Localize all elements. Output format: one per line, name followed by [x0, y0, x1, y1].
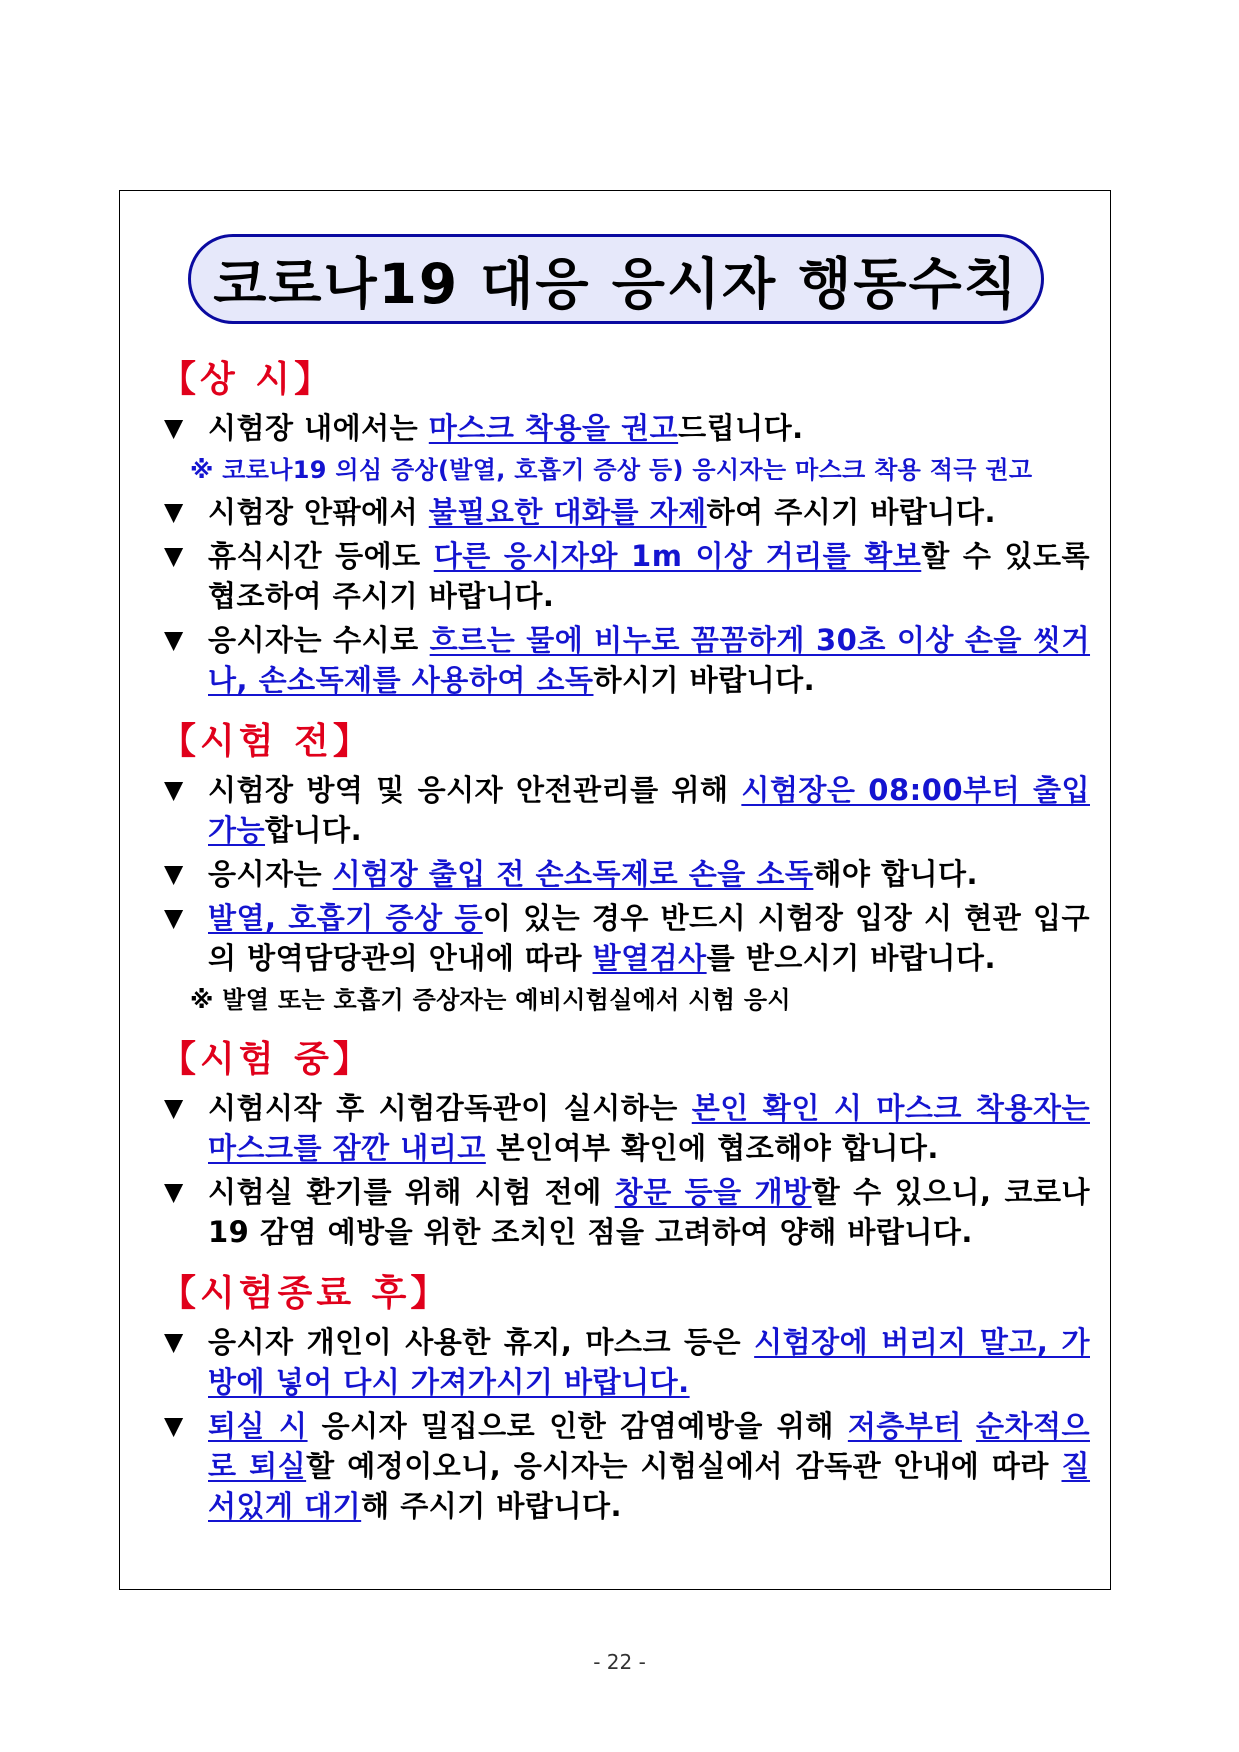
- triangle-bullet-icon: ▼: [164, 859, 184, 888]
- list-item: ▼ 응시자는 수시로 흐르는 물에 비누로 꼼꼼하게 30초 이상 손을 씻거나, 손소독제를 사용하여 소독하시기 바랍니다.: [160, 620, 1090, 700]
- content-body: [160, 356, 1090, 1530]
- page-number: - 22 -: [593, 1650, 646, 1674]
- triangle-bullet-icon: ▼: [164, 903, 184, 932]
- triangle-bullet-icon: ▼: [164, 497, 184, 526]
- triangle-bullet-icon: ▼: [164, 1177, 184, 1206]
- note-fever-reserve-room: ※ 발열 또는 호흡기 증상자는 예비시험실에서 시험 응시: [190, 986, 791, 1014]
- triangle-bullet-icon: ▼: [164, 625, 184, 654]
- list-item: ▼ 발열, 호흡기 증상 등이 있는 경우 반드시 시험장 입장 시 현관 입구의 방역담당관의 안내에 따라 발열검사를 받으시기 바랍니다.: [160, 898, 1090, 978]
- list-item: ▼ 휴식시간 등에도 다른 응시자와 1m 이상 거리를 확보할 수 있도록 협조하여 주시기 바랍니다.: [160, 536, 1090, 616]
- note-mask-recommendation: ※ 코로나19 의심 증상(발열, 호흡기 증상 등) 응시자는 마스크 착용 적극 권고: [190, 456, 1033, 484]
- title-banner: [188, 234, 1044, 324]
- section-heading-always: 【상 시】: [160, 359, 335, 400]
- triangle-bullet-icon: ▼: [164, 1327, 184, 1356]
- triangle-bullet-icon: ▼: [164, 413, 184, 442]
- triangle-bullet-icon: ▼: [164, 1093, 184, 1122]
- triangle-bullet-icon: ▼: [164, 775, 184, 804]
- list-item: ▼ 시험장 방역 및 응시자 안전관리를 위해 시험장은 08:00부터 출입 가능합니다.: [160, 770, 1090, 850]
- triangle-bullet-icon: ▼: [164, 1411, 184, 1440]
- page-title: 코로나19 대응 응시자 행동수칙: [213, 251, 1019, 316]
- list-item: ▼ 퇴실 시 응시자 밀집으로 인한 감염예방을 위해 저층부터 순차적으로 퇴실할 예정이오니, 응시자는 시험실에서 감독관 안내에 따라 질서있게 대기해 주시기 바랍니다.: [160, 1406, 1090, 1526]
- list-item: ▼ 응시자 개인이 사용한 휴지, 마스크 등은 시험장에 버리지 말고, 가방에 넣어 다시 가져가시기 바랍니다.: [160, 1322, 1090, 1402]
- list-item: ▼ 응시자는 시험장 출입 전 손소독제로 손을 소독해야 합니다.: [160, 854, 1090, 894]
- section-heading-during-exam: 【시험 중】: [160, 1039, 373, 1080]
- section-heading-before-exam: 【시험 전】: [160, 721, 373, 762]
- list-item: ▼ 시험실 환기를 위해 시험 전에 창문 등을 개방할 수 있으니, 코로나19 감염 예방을 위한 조치인 점을 고려하여 양해 바랍니다.: [160, 1172, 1090, 1252]
- list-item: ▼ 시험장 내에서는 마스크 착용을 권고드립니다.: [160, 408, 1090, 448]
- list-item: ▼ 시험시작 후 시험감독관이 실시하는 본인 확인 시 마스크 착용자는 마스크를 잠깐 내리고 본인여부 확인에 협조해야 합니다.: [160, 1088, 1090, 1168]
- list-item: ▼ 시험장 안팎에서 불필요한 대화를 자제하여 주시기 바랍니다.: [160, 492, 1090, 532]
- section-heading-after-exam: 【시험종료 후】: [160, 1273, 451, 1314]
- triangle-bullet-icon: ▼: [164, 541, 184, 570]
